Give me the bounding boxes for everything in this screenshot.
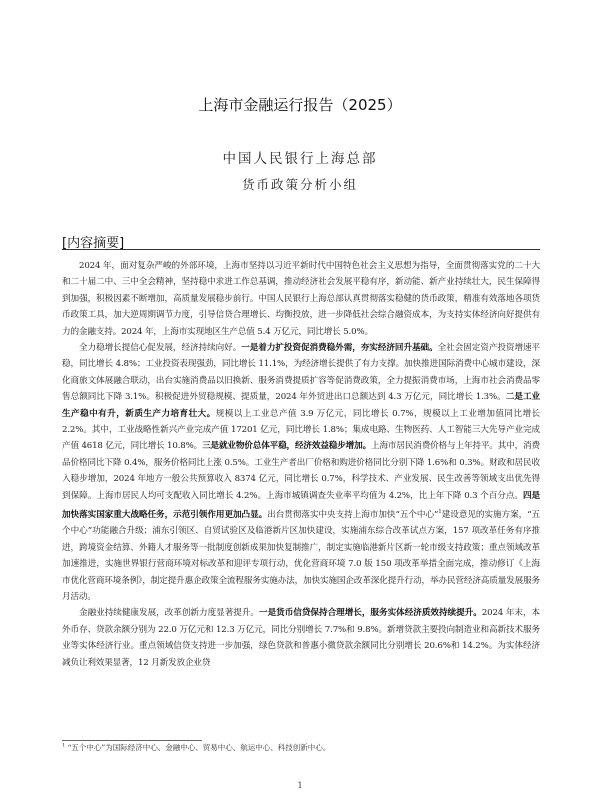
p3-lead: 金融业持续健康发展，改革创新力度显著提升。 [79, 608, 259, 619]
team-name: 货币政策分析小组 [241, 177, 358, 192]
footnote-divider [62, 740, 202, 741]
p3-text-1: 2024 年末，本外币存、贷款余额分别为 22.0 万亿元和 12.3 万亿元，同比分别增长 7.7%和 9.8%。新增贷款主要投向制造业和高新技术服务业等实体经济行业。重点领域信贷支持进一步加强，绿色贷款和普惠小微贷款余额同比分别增长 20.6%和 14.2%。为实体经济减负让利效果显著，12 月新发放企业贷 [62, 608, 540, 668]
p2-text-1: 全社会固定资产投资增速平稳，同比增长 4.8%；工业投资表现强劲，同比增长 11.1%，为经济增长提供了有力支撑。加快推进国际消费中心城市建设，深化商旅文体展融合联动，出台实施消费品以旧换新、服务消费提质扩容等促消费政策，全力提振消费市场，上海市社会消费品零售总额同比下降 3.1%。积极促进外贸稳规模、提质量，2024 年外贸进出口总额达到 4.3 万亿元，同比增长 1.3%。 [62, 343, 540, 403]
footnote-marker: 1 [62, 742, 66, 749]
footnote-text: “五个中心”为国际经济中心、金融中心、贸易中心、航运中心、科技创新中心。 [67, 743, 331, 752]
p2-text-5: 建设意见的实施方案，“五个中心”功能融合升级；浦东引领区、自贸试验区及临港新片区加快建设，实施浦东综合改革试点方案，157 项改革任务有序推进，跨境资金结算、外籍人才服务等一批制度创新成果加快复制推广，制定实施临港新片区新一轮市级支持政策；重点领域改革加速推进，实施世界银行营商环境对标改革和迎评专项行动，优化营商环境 7.0 版 150 项改革举措全面完成，推动修订《上海市优化营商环境条例》，制定提升惠企政策全流程服务实施办法，加快实施国企改革深化提升行动，举办民营经济高质量发展服务月活动。 [62, 509, 541, 602]
footnote [62, 742, 540, 753]
abstract-paragraph-3 [62, 605, 540, 671]
p3-bold-1: 一是货币信贷保持合理增长，服务实体经济质效持续提升。 [259, 608, 482, 619]
p2-bold-1: 一是着力扩投资促消费稳外需，夯实经济回升基础。 [241, 343, 438, 354]
p2-bold-4: 四是加快落实国家重大战略任务，示范引领作用更加凸显。 [62, 490, 540, 520]
abstract-paragraph-2 [62, 340, 540, 605]
p2-lead: 全力稳增长提信心促发展，经济持续向好。 [79, 343, 242, 354]
organization-name: 中国人民银行上海总部 [222, 151, 378, 167]
p2-text-2: 规模以上工业总产值 3.9 万亿元，同比增长 0.7%，规模以上工业增加值同比增长 2.2%。其中，工业战略性新兴产业完成产值 17201 亿元，同比增长 1.8%；集成电路、生物医药、人工智能三大先导产业完成产值 4618 亿元，同比增长 10.8%。 [62, 408, 541, 452]
p2-text-3: 上海市居民消费价格与上年持平。其中，消费品价格同比下降 0.4%，服务价格同比上涨 0.5%。工业生产者出厂价格和购进价格同比分别下降 1.6%和 0.3%。财政和居民收入稳步增加，2024 年地方一般公共预算收入 8374 亿元，同比增长 0.7%，科学技术、产业发展、民生改善等领域支出优先得到保障。上海市居民人均可支配收入同比增长 4.2%。上海市城镇调查失业率平均值为 4.2%，比上年下降 0.3 个百分点。 [62, 441, 540, 501]
abstract-heading: [内容摘要] [62, 236, 125, 251]
abstract-body [62, 258, 540, 671]
p2-text-4: 出台贯彻落实中央支持上海市加快“五个中心” [267, 509, 439, 520]
p2-bold-3: 三是就业物价总体平稳，经济效益稳步增加。 [202, 441, 372, 452]
page-number: 1 [297, 781, 303, 790]
footnote-reference[interactable]: 1 [438, 509, 442, 516]
p2-bold-2: 二是工业生产稳中有升，新质生产力培育壮大。 [62, 392, 540, 419]
abstract-divider [62, 249, 540, 250]
abstract-paragraph-1: 2024 年，面对复杂严峻的外部环境，上海市坚持以习近平新时代中国特色社会主义思想为指导，全面贯彻落实党的二十大和二十届二中、三中全会精神，坚持稳中求进工作总基调，推动经济社会发展平稳有序，新动能、新产业持续壮大，民生保障得到加强，积极因素不断增加，高质量发展稳步前行。中国人民银行上海总部认真贯彻落实稳健的货币政策，精准有效落地各项货币政策工具，加大逆周期调节力度，引导信贷合理增长、均衡投放，进一步降低社会综合融资成本，为支持实体经济向好提供有力的金融支持。2024 年，上海市实现地区生产总值 5.4 万亿元，同比增长 5.0%。 [62, 261, 540, 337]
report-title: 上海市金融运行报告（2025） [198, 96, 402, 114]
